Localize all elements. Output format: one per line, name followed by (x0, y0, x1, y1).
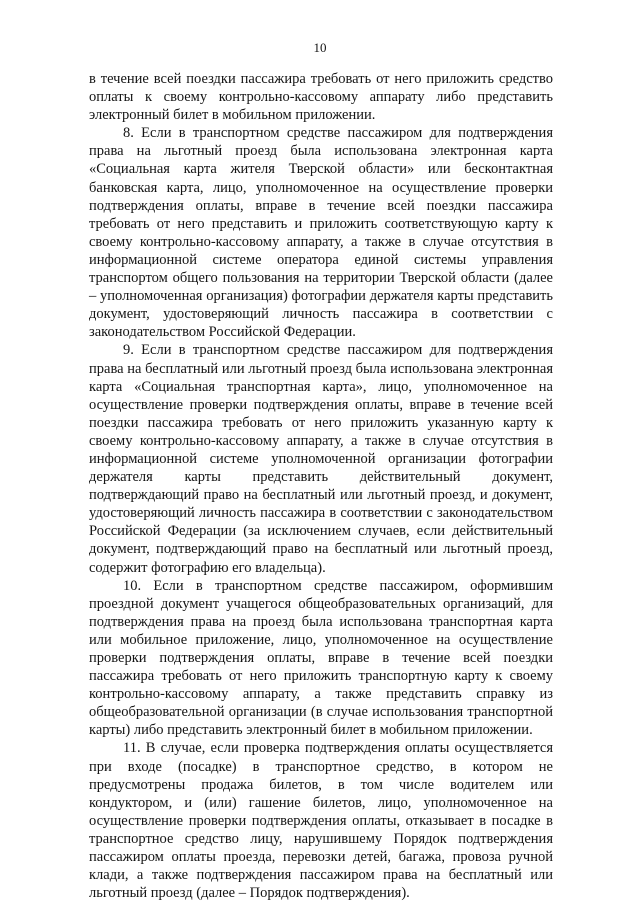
paragraph-item-10: 10. Если в транспортном средстве пассажиром, оформившим проездной документ учащегося общеобразовательных организаций, для подтверждения права на проезд была использована транспортная карта или мобильное приложение, лицо, уполномоченное на осуществление проверки подтверждения оплаты, вправе в течение всей поездки пассажира требовать от него приложить транспортную карту к своему контрольно-кассовому аппарату, а также представить справку из общеобразовательной организации (в случае использования транспортной карты) либо представить электронный билет в мобильном приложении. (89, 577, 553, 739)
paragraph-continuation: в течение всей поездки пассажира требовать от него приложить средство оплаты к своему контрольно-кассовому аппарату либо представить электронный билет в мобильном приложении. (89, 71, 553, 124)
page-number: 10 (313, 40, 327, 55)
paragraph-item-9: 9. Если в транспортном средстве пассажиром для подтверждения права на бесплатный или льготный проезд была использована электронная карта «Социальная транспортная карта», лицо, уполномоченное на осуществление проверки подтверждения оплаты, вправе в течение всей поездки пассажира требовать от него приложить указанную карту к своему контрольно-кассовому аппарату, а также в случае отсутствия в информационной системе уполномоченной организации фотографии держателя карты представить действительный документ, подтверждающий право на бесплатный или льготный проезд, и документ, удостоверяющий личность пассажира в соответствии с законодательством Российской Федерации (за исключением случаев, если действительный документ, подтверждающий право на бесплатный или льготный проезд, содержит фотографию его владельца). (89, 342, 553, 576)
document-body (89, 70, 553, 902)
paragraph-item-11: 11. В случае, если проверка подтверждения оплаты осуществляется при входе (посадке) в транспортное средство, в котором не предусмотрены продажа билетов, в том числе водителем или кондуктором, и (или) гашение билетов, лицо, уполномоченное на осуществление проверки подтверждения оплаты, отказывает в посадке в транспортное средство лицу, нарушившему Порядок подтверждения пассажиром оплаты проезда, перевозки детей, багажа, провоза ручной клади, а также подтверждения пассажиром права на бесплатный или льготный проезд (далее – Порядок подтверждения). (89, 740, 553, 902)
paragraph-item-8: 8. Если в транспортном средстве пассажиром для подтверждения права на льготный проезд была использована электронная карта «Социальная карта жителя Тверской области» или бесконтактная банковская карта, лицо, уполномоченное на осуществление проверки подтверждения оплаты, вправе в течение всей поездки пассажира требовать от него представить и приложить соответствующую карту к своему контрольно-кассовому аппарату, а также в случае отсутствия в информационной системе оператора единой системы управления транспортом общего пользования на территории Тверской области (далее – уполномоченная организация) фотографии держателя карты представить документ, удостоверяющий личность пассажира в соответствии с законодательством Российской Федерации. (89, 125, 553, 341)
